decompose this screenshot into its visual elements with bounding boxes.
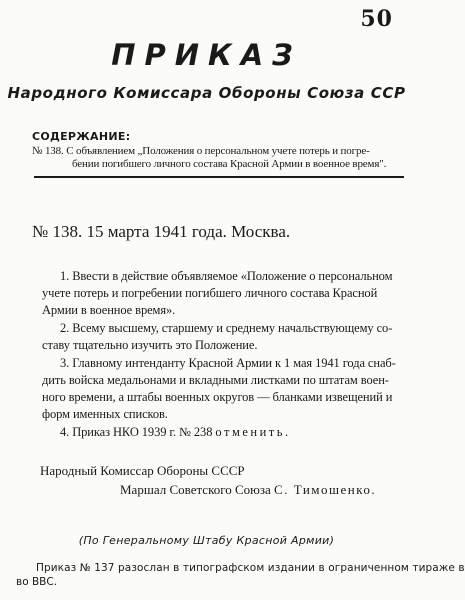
body-line: учете потерь и погребении погибшего личного состава Красной — [42, 286, 378, 300]
page-number: 50 — [360, 6, 393, 32]
order-subtitle: Народного Комиссара Обороны Союза ССР — [7, 84, 406, 102]
body-line: 1. Ввести в действие объявляемое «Положение о персональном — [60, 269, 393, 283]
body-line: ного времени, а штабы военных округов — бланками извещений и — [42, 390, 393, 404]
source-note: (По Генеральному Штабу Красной Армии) — [78, 534, 335, 547]
header-divider — [34, 176, 404, 178]
body-line: 3. Главному интенданту Красной Армии к 1 мая 1941 года снаб- — [60, 356, 396, 370]
contents-line: № 138. С объявлением „Положения о персональном учете потерь и погре- — [32, 145, 370, 157]
body-line: Армии в военное время». — [42, 303, 176, 317]
footer-note-continuation: во ВВС. — [16, 576, 58, 588]
body-line: дить войска медальонами и вкладными листками по штатам воен- — [42, 373, 389, 387]
order-title: ПРИКАЗ — [111, 38, 302, 72]
body-line-item-4 — [60, 425, 291, 440]
item4-text: 4. Приказ НКО 1939 г. № 238 — [60, 425, 216, 439]
contents-label: СОДЕРЖАНИЕ: — [32, 130, 131, 143]
order-heading: № 138. 15 марта 1941 года. Москва. — [32, 222, 291, 241]
body-line: форм именных списков. — [42, 407, 168, 421]
contents-line: бении погибшего личного состава Красной Армии в военное время". — [72, 158, 387, 170]
signature-rank-text: Маршал Советского Союза — [120, 482, 275, 497]
footer-note: Приказ № 137 разослан в типографском издании в ограниченном тираже в — [36, 562, 465, 574]
item4-emphasis: отменить. — [215, 425, 291, 439]
body-line: 2. Всему высшему, старшему и среднему начальствующему со- — [60, 321, 393, 335]
body-line: ставу тщательно изучить это Положение. — [42, 338, 258, 352]
signature-title: Народный Комиссар Обороны СССР — [40, 463, 245, 478]
signature-name: С. Тимошенко. — [274, 482, 377, 497]
signature-rank — [120, 482, 376, 498]
